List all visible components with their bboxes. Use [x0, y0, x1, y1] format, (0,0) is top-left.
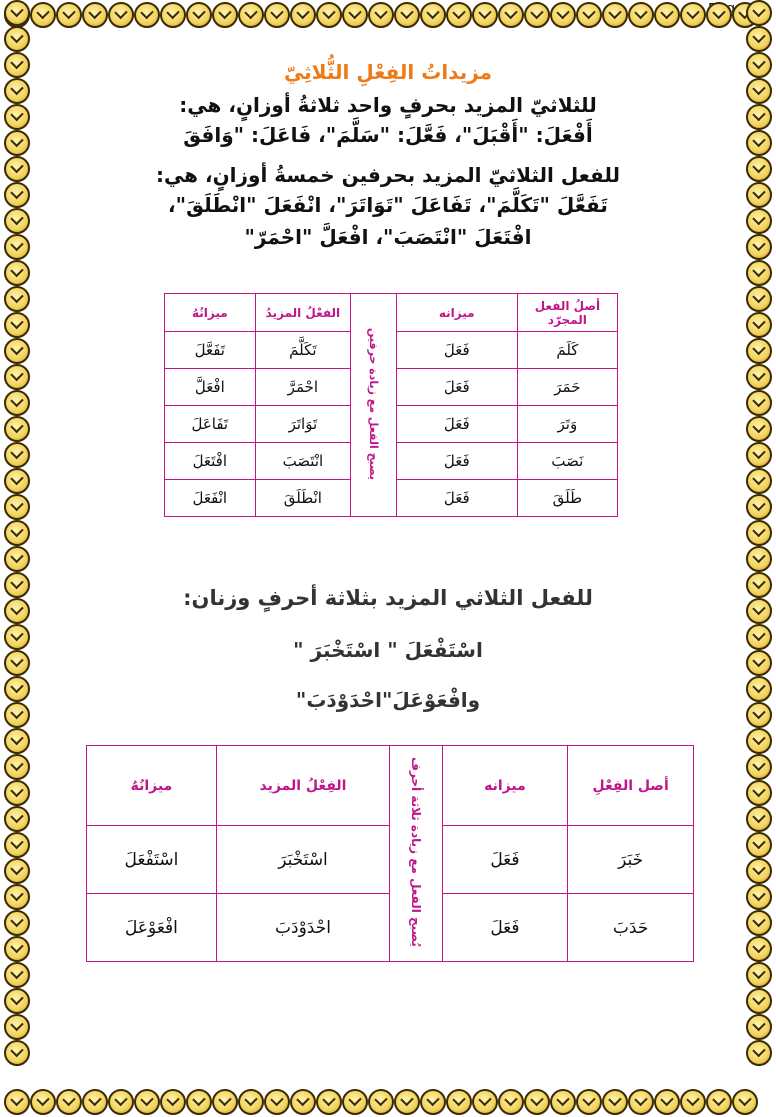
cell-augmented: احْدَوْدَبَ	[216, 894, 389, 962]
col-header-augmented: الفعْلُ المزيدُ	[255, 294, 351, 332]
border-coin-icon	[746, 546, 772, 572]
decorative-border-left	[4, 0, 30, 1066]
col-header-becomes: يصبح الفعل مع زيادة حرفين	[351, 294, 397, 517]
border-coin-icon	[342, 1089, 368, 1115]
table-two-letter-additions	[164, 293, 618, 517]
border-coin-icon	[4, 1040, 30, 1066]
cell-root: خَبَرَ	[568, 826, 694, 894]
col-header-augmented: الفِعْلُ المزيد	[216, 746, 389, 826]
border-coin-icon	[4, 52, 30, 78]
border-coin-icon	[4, 390, 30, 416]
border-coin-icon	[746, 208, 772, 234]
border-coin-icon	[576, 2, 602, 28]
border-coin-icon	[316, 1089, 342, 1115]
decorative-border-right	[746, 0, 772, 1066]
col-header-pattern: ميزانه	[442, 746, 568, 826]
border-coin-icon	[524, 2, 550, 28]
border-coin-icon	[4, 182, 30, 208]
cell-root: كَلَمَ	[517, 332, 617, 369]
border-coin-icon	[602, 2, 628, 28]
border-coin-icon	[4, 780, 30, 806]
border-coin-icon	[576, 1089, 602, 1115]
cell-augmented-pattern: افْعَوْعَلَ	[87, 894, 217, 962]
border-coin-icon	[342, 2, 368, 28]
border-coin-icon	[746, 884, 772, 910]
border-coin-icon	[654, 1089, 680, 1115]
border-coin-icon	[238, 2, 264, 28]
border-coin-icon	[290, 2, 316, 28]
border-coin-icon	[4, 702, 30, 728]
cell-pattern: فَعَلَ	[442, 826, 568, 894]
cell-augmented: انْتَصَبَ	[255, 443, 351, 480]
border-coin-icon	[628, 2, 654, 28]
border-coin-icon	[108, 2, 134, 28]
table-three-letter-additions	[86, 745, 694, 962]
border-coin-icon	[134, 2, 160, 28]
border-coin-icon	[368, 2, 394, 28]
border-coin-icon	[4, 78, 30, 104]
border-coin-icon	[602, 1089, 628, 1115]
border-coin-icon	[746, 234, 772, 260]
border-coin-icon	[4, 312, 30, 338]
border-coin-icon	[746, 416, 772, 442]
border-coin-icon	[732, 1089, 758, 1115]
border-coin-icon	[746, 156, 772, 182]
cell-augmented-pattern: تَفَعَّلَ	[165, 332, 256, 369]
border-coin-icon	[56, 1089, 82, 1115]
border-coin-icon	[746, 832, 772, 858]
cell-pattern: فَعَلَ	[396, 480, 517, 517]
border-coin-icon	[746, 78, 772, 104]
border-coin-icon	[550, 1089, 576, 1115]
border-coin-icon	[4, 416, 30, 442]
border-coin-icon	[4, 494, 30, 520]
border-coin-icon	[4, 520, 30, 546]
section-line-2: وافْعَوْعَلَ"احْدَوْدَبَ"	[295, 688, 481, 712]
cell-augmented-pattern: انْفَعَلَ	[165, 480, 256, 517]
border-coin-icon	[746, 598, 772, 624]
col-header-augmented-pattern: ميزانُهُ	[165, 294, 256, 332]
border-coin-icon	[30, 1089, 56, 1115]
col-header-pattern: ميزانه	[396, 294, 517, 332]
cell-pattern: فَعَلَ	[442, 894, 568, 962]
cell-augmented-pattern: اسْتَفْعَلَ	[87, 826, 217, 894]
border-coin-icon	[746, 494, 772, 520]
border-coin-icon	[628, 1089, 654, 1115]
border-coin-icon	[4, 988, 30, 1014]
border-coin-icon	[524, 1089, 550, 1115]
decorative-border-bottom	[4, 1089, 758, 1115]
border-coin-icon	[654, 2, 680, 28]
border-coin-icon	[746, 104, 772, 130]
border-coin-icon	[746, 182, 772, 208]
border-coin-icon	[746, 650, 772, 676]
border-coin-icon	[550, 2, 576, 28]
border-coin-icon	[4, 624, 30, 650]
col-header-becomes: يُصبح الفعل مع زيادة ثلاثة أحرف	[390, 746, 442, 962]
border-coin-icon	[290, 1089, 316, 1115]
border-coin-icon	[746, 52, 772, 78]
cell-root: نَصَبَ	[517, 443, 617, 480]
border-coin-icon	[4, 546, 30, 572]
border-coin-icon	[746, 806, 772, 832]
border-coin-icon	[680, 1089, 706, 1115]
cell-augmented-pattern: افْعَلَّ	[165, 369, 256, 406]
border-coin-icon	[472, 2, 498, 28]
border-coin-icon	[746, 26, 772, 52]
border-coin-icon	[4, 1089, 30, 1115]
cell-pattern: فَعَلَ	[396, 369, 517, 406]
border-coin-icon	[4, 130, 30, 156]
border-coin-icon	[212, 2, 238, 28]
border-coin-icon	[4, 26, 30, 52]
cell-root: حَدَبَ	[568, 894, 694, 962]
border-coin-icon	[82, 2, 108, 28]
border-coin-icon	[4, 338, 30, 364]
border-coin-icon	[4, 468, 30, 494]
border-coin-icon	[746, 858, 772, 884]
intro-line-3: للفعل الثلاثيّ المزيد بحرفين خمسةُ أوزانٍ، هي:	[155, 163, 621, 187]
border-coin-icon	[368, 1089, 394, 1115]
border-coin-icon	[394, 2, 420, 28]
cell-augmented: اسْتَخْبَرَ	[216, 826, 389, 894]
border-coin-icon	[4, 208, 30, 234]
cell-augmented-pattern: افْتَعَلَ	[165, 443, 256, 480]
cell-root: حَمَرَ	[517, 369, 617, 406]
border-coin-icon	[746, 988, 772, 1014]
border-coin-icon	[4, 156, 30, 182]
border-coin-icon	[4, 442, 30, 468]
cell-augmented-pattern: تَفَاعَلَ	[165, 406, 256, 443]
cell-augmented: تَكَلَّمَ	[255, 332, 351, 369]
border-coin-icon	[108, 1089, 134, 1115]
border-coin-icon	[4, 234, 30, 260]
border-coin-icon	[238, 1089, 264, 1115]
border-coin-icon	[30, 2, 56, 28]
border-coin-icon	[212, 1089, 238, 1115]
border-coin-icon	[4, 884, 30, 910]
border-coin-icon	[746, 312, 772, 338]
border-coin-icon	[746, 572, 772, 598]
border-coin-icon	[746, 1014, 772, 1040]
border-coin-icon	[394, 1089, 420, 1115]
border-coin-icon	[746, 338, 772, 364]
border-coin-icon	[186, 1089, 212, 1115]
border-coin-icon	[4, 598, 30, 624]
border-coin-icon	[4, 962, 30, 988]
col-header-root: أصلُ الفعل المجرّد	[517, 294, 617, 332]
border-coin-icon	[746, 130, 772, 156]
border-coin-icon	[4, 832, 30, 858]
border-coin-icon	[4, 676, 30, 702]
cell-augmented: تَوَاتَرَ	[255, 406, 351, 443]
border-coin-icon	[746, 442, 772, 468]
border-coin-icon	[56, 2, 82, 28]
border-coin-icon	[472, 1089, 498, 1115]
border-coin-icon	[316, 2, 342, 28]
border-coin-icon	[706, 2, 732, 28]
decorative-border-top	[4, 2, 758, 28]
border-coin-icon	[420, 2, 446, 28]
border-coin-icon	[264, 2, 290, 28]
border-coin-icon	[4, 1014, 30, 1040]
border-coin-icon	[746, 910, 772, 936]
border-coin-icon	[746, 936, 772, 962]
border-coin-icon	[746, 780, 772, 806]
border-coin-icon	[420, 1089, 446, 1115]
border-coin-icon	[4, 910, 30, 936]
col-header-augmented-pattern: ميزانُهُ	[87, 746, 217, 826]
intro-line-2: أَفْعَلَ: "أَقْبَلَ"، فَعَّلَ: "سَلَّمَ"، فَاعَلَ: "وَافَقَ	[183, 123, 593, 147]
border-coin-icon	[4, 572, 30, 598]
border-coin-icon	[706, 1089, 732, 1115]
cell-augmented: انْطَلَقَ	[255, 480, 351, 517]
page-content	[40, 40, 736, 1077]
border-coin-icon	[4, 858, 30, 884]
border-coin-icon	[4, 104, 30, 130]
border-coin-icon	[4, 754, 30, 780]
cell-root: وَتَرَ	[517, 406, 617, 443]
cell-pattern: فَعَلَ	[396, 443, 517, 480]
border-coin-icon	[746, 702, 772, 728]
cell-augmented: احْمَرَّ	[255, 369, 351, 406]
border-coin-icon	[498, 1089, 524, 1115]
cell-root: طَلَقَ	[517, 480, 617, 517]
border-coin-icon	[446, 2, 472, 28]
border-coin-icon	[746, 468, 772, 494]
border-coin-icon	[4, 260, 30, 286]
border-coin-icon	[4, 286, 30, 312]
section-line-1: اسْتَفْعَلَ " اسْتَخْبَرَ "	[293, 638, 483, 662]
border-coin-icon	[498, 2, 524, 28]
border-coin-icon	[134, 1089, 160, 1115]
border-coin-icon	[4, 936, 30, 962]
border-coin-icon	[680, 2, 706, 28]
border-coin-icon	[4, 0, 30, 26]
page-title: مزيداتُ الفِعْلِ الثُّلاثِيّ	[283, 60, 493, 84]
cell-pattern: فَعَلَ	[396, 406, 517, 443]
border-coin-icon	[746, 520, 772, 546]
border-coin-icon	[746, 260, 772, 286]
cell-pattern: فَعَلَ	[396, 332, 517, 369]
border-coin-icon	[746, 286, 772, 312]
border-coin-icon	[746, 754, 772, 780]
border-coin-icon	[4, 364, 30, 390]
border-coin-icon	[746, 676, 772, 702]
col-header-root: أصل الفِعْلِ	[568, 746, 694, 826]
border-coin-icon	[160, 1089, 186, 1115]
border-coin-icon	[746, 1040, 772, 1066]
intro-line-1: للثلاثيّ المزيد بحرفٍ واحد ثلاثةُ أوزانٍ، هي:	[179, 93, 597, 117]
border-coin-icon	[4, 728, 30, 754]
intro-line-4: تَفَعَّلَ "تَكَلَّمَ"، تَفَاعَلَ "تَوَاتَرَ"، انْفَعَلَ "انْطَلَقَ"،	[168, 193, 608, 217]
border-coin-icon	[160, 2, 186, 28]
border-coin-icon	[4, 806, 30, 832]
border-coin-icon	[746, 0, 772, 26]
border-coin-icon	[82, 1089, 108, 1115]
border-coin-icon	[4, 650, 30, 676]
border-coin-icon	[186, 2, 212, 28]
border-coin-icon	[446, 1089, 472, 1115]
border-coin-icon	[746, 364, 772, 390]
border-coin-icon	[746, 624, 772, 650]
border-coin-icon	[746, 728, 772, 754]
intro-line-5: افْتَعَلَ "انْتَصَبَ"، افْعَلَّ "احْمَرّ"	[244, 225, 532, 249]
border-coin-icon	[264, 1089, 290, 1115]
border-coin-icon	[746, 962, 772, 988]
section-heading: للفعل الثلاثي المزيد بثلاثة أحرفٍ وزنان:	[183, 586, 593, 610]
border-coin-icon	[746, 390, 772, 416]
